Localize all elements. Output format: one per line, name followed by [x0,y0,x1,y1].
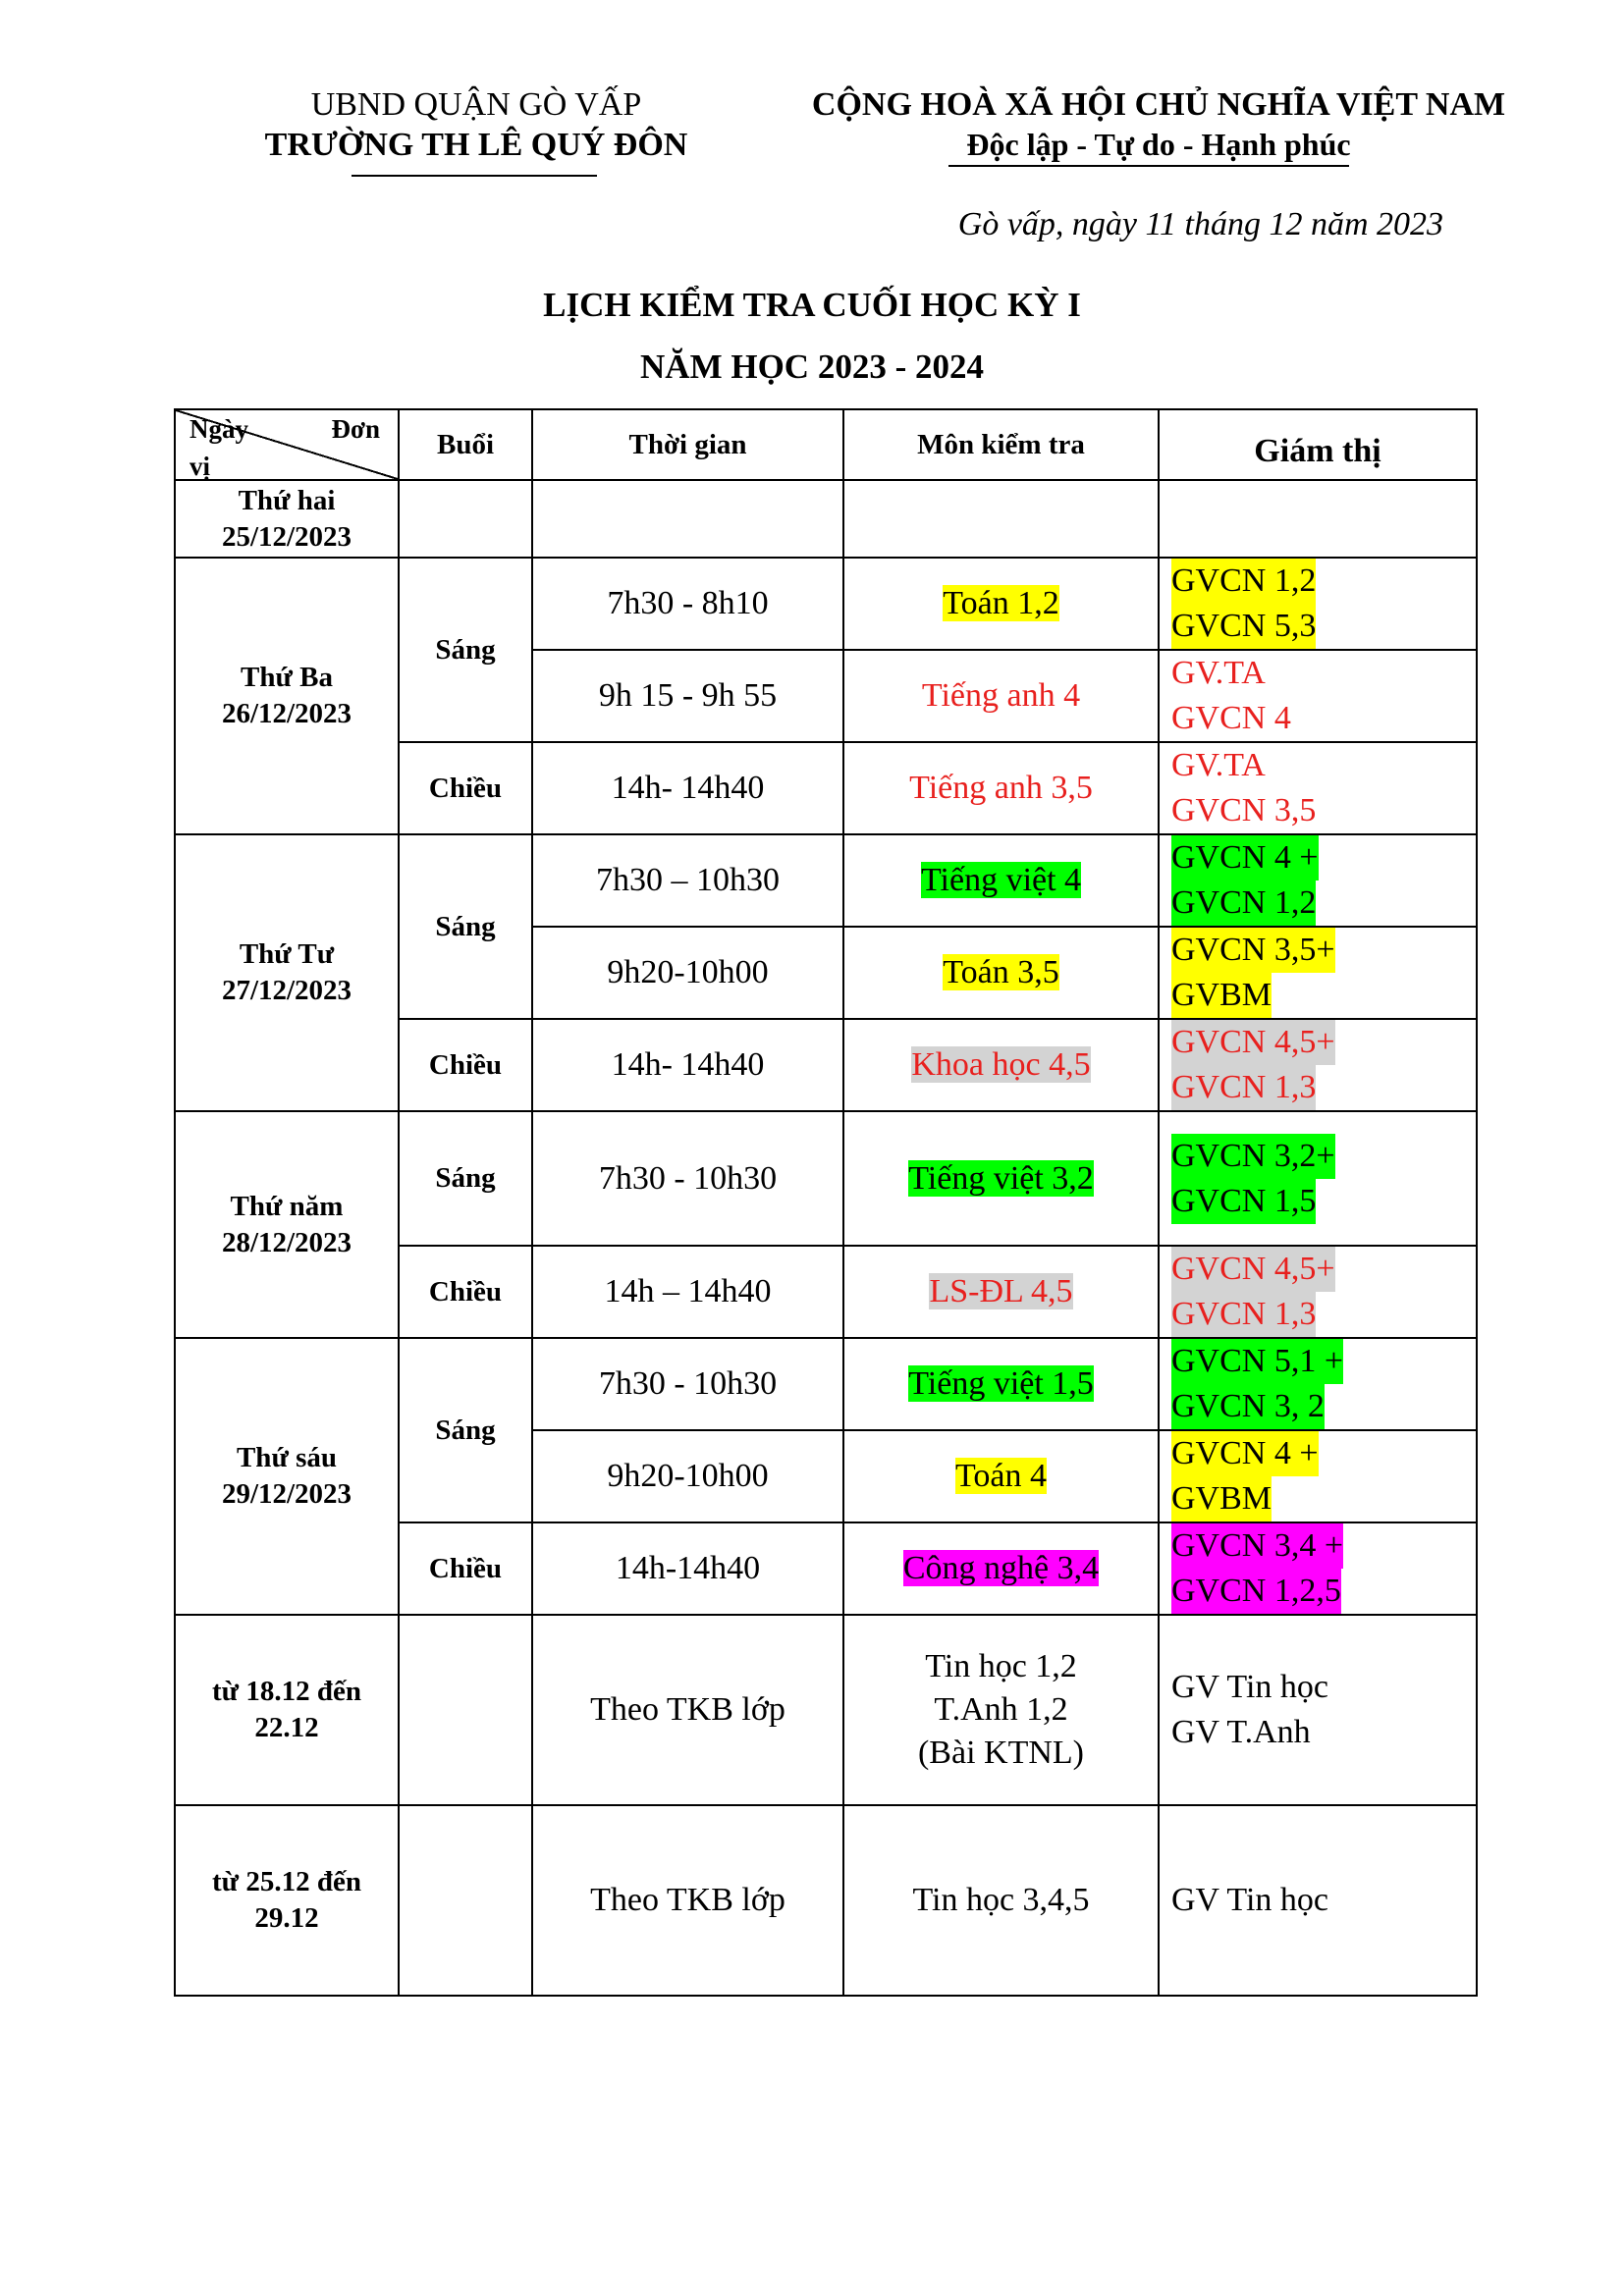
table-row [175,1615,1477,1805]
proctor-line: GV Tin học [1171,1882,1328,1918]
country-name: CỘNG HOÀ XÃ HỘI CHỦ NGHĨA VIỆT NAM [811,86,1506,123]
subject-cell [843,558,1159,650]
header-unit-label: Đơn [331,414,380,444]
day-cell [175,1615,399,1805]
page-subtitle: NĂM HỌC 2023 - 2024 [640,347,984,386]
proctor-line: GVCN 1,3 [1171,1292,1316,1337]
time-cell: 14h – 14h40 [532,1246,843,1338]
subject-cell [843,1522,1159,1615]
proctor-cell [1159,558,1477,650]
header-diagonal-cell [175,409,399,480]
proctor-line: GVCN 1,5 [1171,1179,1316,1224]
day-name: Thứ Tư [239,938,335,970]
subject-text: Tiếng việt 3,2 [908,1159,1094,1197]
motto: Độc lập - Tự do - Hạnh phúc [966,127,1351,162]
motto-underline [948,165,1349,167]
day-cell [175,1338,399,1615]
proctor-line: GVCN 5,3 [1171,604,1316,649]
time-cell: 7h30 - 10h30 [532,1338,843,1430]
subject-text: Toán 1,2 [943,585,1059,621]
session-cell: Sáng [399,558,532,742]
subject-cell [843,1615,1159,1805]
proctor-cell [1159,1246,1477,1338]
session-cell: Sáng [399,1338,532,1522]
table-row [175,1111,1477,1246]
school-name: TRƯỜNG TH LÊ QUÝ ĐÔN [264,127,688,163]
header-right [766,84,1551,165]
proctor-line: GVCN 3,5+ [1171,928,1335,973]
day-name: Thứ hai [238,484,336,516]
day-cell [175,1805,399,1996]
time-cell: 14h-14h40 [532,1522,843,1615]
time-cell: Theo TKB lớp [532,1615,843,1805]
header-left [196,84,756,165]
time-cell [532,480,843,558]
session-cell: Chiều [399,1522,532,1615]
proctor-line: GVCN 3,4 + [1171,1523,1343,1569]
proctor-cell [1159,480,1477,558]
header-thoigian: Thời gian [532,409,843,480]
day-date: 29.12 [254,1902,319,1934]
proctor-cell [1159,927,1477,1019]
proctor-line: GV.TA [1171,655,1266,691]
session-cell: Chiều [399,742,532,834]
table-row [175,1338,1477,1430]
time-cell: 14h- 14h40 [532,742,843,834]
session-cell [399,1615,532,1805]
header-giamthi: Giám thị [1159,409,1477,480]
subject-cell: Tin học 3,4,5 [843,1805,1159,1996]
day-name: từ 18.12 đến [212,1676,361,1707]
proctor-line: GVCN 5,1 + [1171,1339,1343,1384]
subject-text: Công nghệ 3,4 [902,1550,1100,1586]
subject-text: Toán 4 [955,1458,1047,1494]
table-row [175,834,1477,927]
subject-cell [843,1111,1159,1246]
proctor-cell [1159,1615,1477,1805]
subject-cell [843,1430,1159,1522]
proctor-line: GVCN 3, 2 [1171,1384,1325,1429]
proctor-line: GVCN 1,2 [1171,881,1316,926]
proctor-cell [1159,1522,1477,1615]
day-cell [175,1111,399,1338]
session-cell: Sáng [399,834,532,1019]
proctor-cell [1159,1805,1477,1996]
time-cell: Theo TKB lớp [532,1805,843,1996]
session-cell: Chiều [399,1019,532,1111]
subject-cell: Tiếng anh 4 [843,650,1159,742]
proctor-line: GVCN 3,5 [1171,792,1317,828]
header-unit-label-2: vị [189,452,211,481]
subject-cell [843,927,1159,1019]
proctor-cell [1159,650,1477,742]
exam-schedule-table [174,408,1478,1997]
day-date: 26/12/2023 [221,698,352,729]
table-row [175,1805,1477,1996]
header-mon: Môn kiểm tra [843,409,1159,480]
day-name: Thứ năm [230,1190,344,1222]
subject-cell [843,1338,1159,1430]
proctor-cell [1159,1111,1477,1246]
proctor-line: GV Tin học [1171,1669,1328,1705]
day-date: 22.12 [254,1712,319,1743]
subject-text: Tiếng việt 1,5 [908,1365,1094,1402]
time-cell: 14h- 14h40 [532,1019,843,1111]
session-cell: Chiều [399,1246,532,1338]
proctor-line: GV.TA [1171,747,1266,783]
day-cell [175,558,399,834]
subject-cell: Tiếng anh 3,5 [843,742,1159,834]
proctor-cell [1159,1338,1477,1430]
proctor-line: GVCN 3,2+ [1171,1134,1335,1179]
time-cell: 7h30 – 10h30 [532,834,843,927]
proctor-cell [1159,1430,1477,1522]
time-cell: 9h 15 - 9h 55 [532,650,843,742]
time-cell: 7h30 - 8h10 [532,558,843,650]
subject-cell [843,834,1159,927]
proctor-line: GV T.Anh [1171,1714,1311,1750]
session-cell [399,480,532,558]
proctor-line: GVCN 1,2 [1171,559,1316,604]
proctor-cell [1159,834,1477,927]
subject-text: Toán 3,5 [943,954,1059,990]
proctor-line: GVBM [1171,973,1272,1018]
header-day-label: Ngày [189,414,248,444]
district-name: UBND QUẬN GÒ VẤP [310,86,642,123]
session-cell [399,1805,532,1996]
time-cell: 9h20-10h00 [532,927,843,1019]
subject-cell [843,1019,1159,1111]
proctor-line: GVCN 4,5+ [1171,1247,1335,1292]
proctor-line: GVCN 1,3 [1171,1065,1316,1110]
school-underline [352,175,597,177]
proctor-line: GVCN 4 [1171,700,1291,736]
table-header-row [175,409,1477,480]
header-buoi: Buổi [399,409,532,480]
session-cell: Sáng [399,1111,532,1246]
day-name: từ 25.12 đến [212,1866,361,1897]
subject-cell [843,480,1159,558]
day-cell [175,480,399,558]
proctor-line: GVCN 1,2,5 [1171,1569,1341,1614]
day-date: 28/12/2023 [221,1226,352,1258]
day-name: Thứ Ba [241,662,333,693]
day-cell [175,834,399,1111]
day-date: 29/12/2023 [221,1478,352,1510]
subject-line: (Bài KTNL) [917,1735,1084,1771]
table-row [175,558,1477,650]
time-cell: 7h30 - 10h30 [532,1111,843,1246]
subject-line: Tin học 1,2 [925,1648,1077,1684]
proctor-cell [1159,742,1477,834]
proctor-line: GVCN 4,5+ [1171,1020,1335,1065]
time-cell: 9h20-10h00 [532,1430,843,1522]
subject-text: LS-ĐL 4,5 [929,1273,1073,1309]
day-date: 25/12/2023 [221,520,352,553]
table-row [175,480,1477,558]
page-title: LỊCH KIỂM TRA CUỐI HỌC KỲ I [543,286,1081,324]
subject-cell [843,1246,1159,1338]
subject-text: Khoa học 4,5 [911,1046,1091,1083]
day-date: 27/12/2023 [221,975,352,1006]
proctor-line: GVCN 4 + [1171,835,1319,881]
proctor-cell [1159,1019,1477,1111]
proctor-line: GVBM [1171,1476,1272,1522]
day-name: Thứ sáu [236,1442,338,1473]
subject-text: Tiếng việt 4 [920,862,1082,898]
proctor-line: GVCN 4 + [1171,1431,1319,1476]
date-line: Gò vấp, ngày 11 tháng 12 năm 2023 [957,206,1443,242]
subject-line: T.Anh 1,2 [934,1691,1068,1728]
